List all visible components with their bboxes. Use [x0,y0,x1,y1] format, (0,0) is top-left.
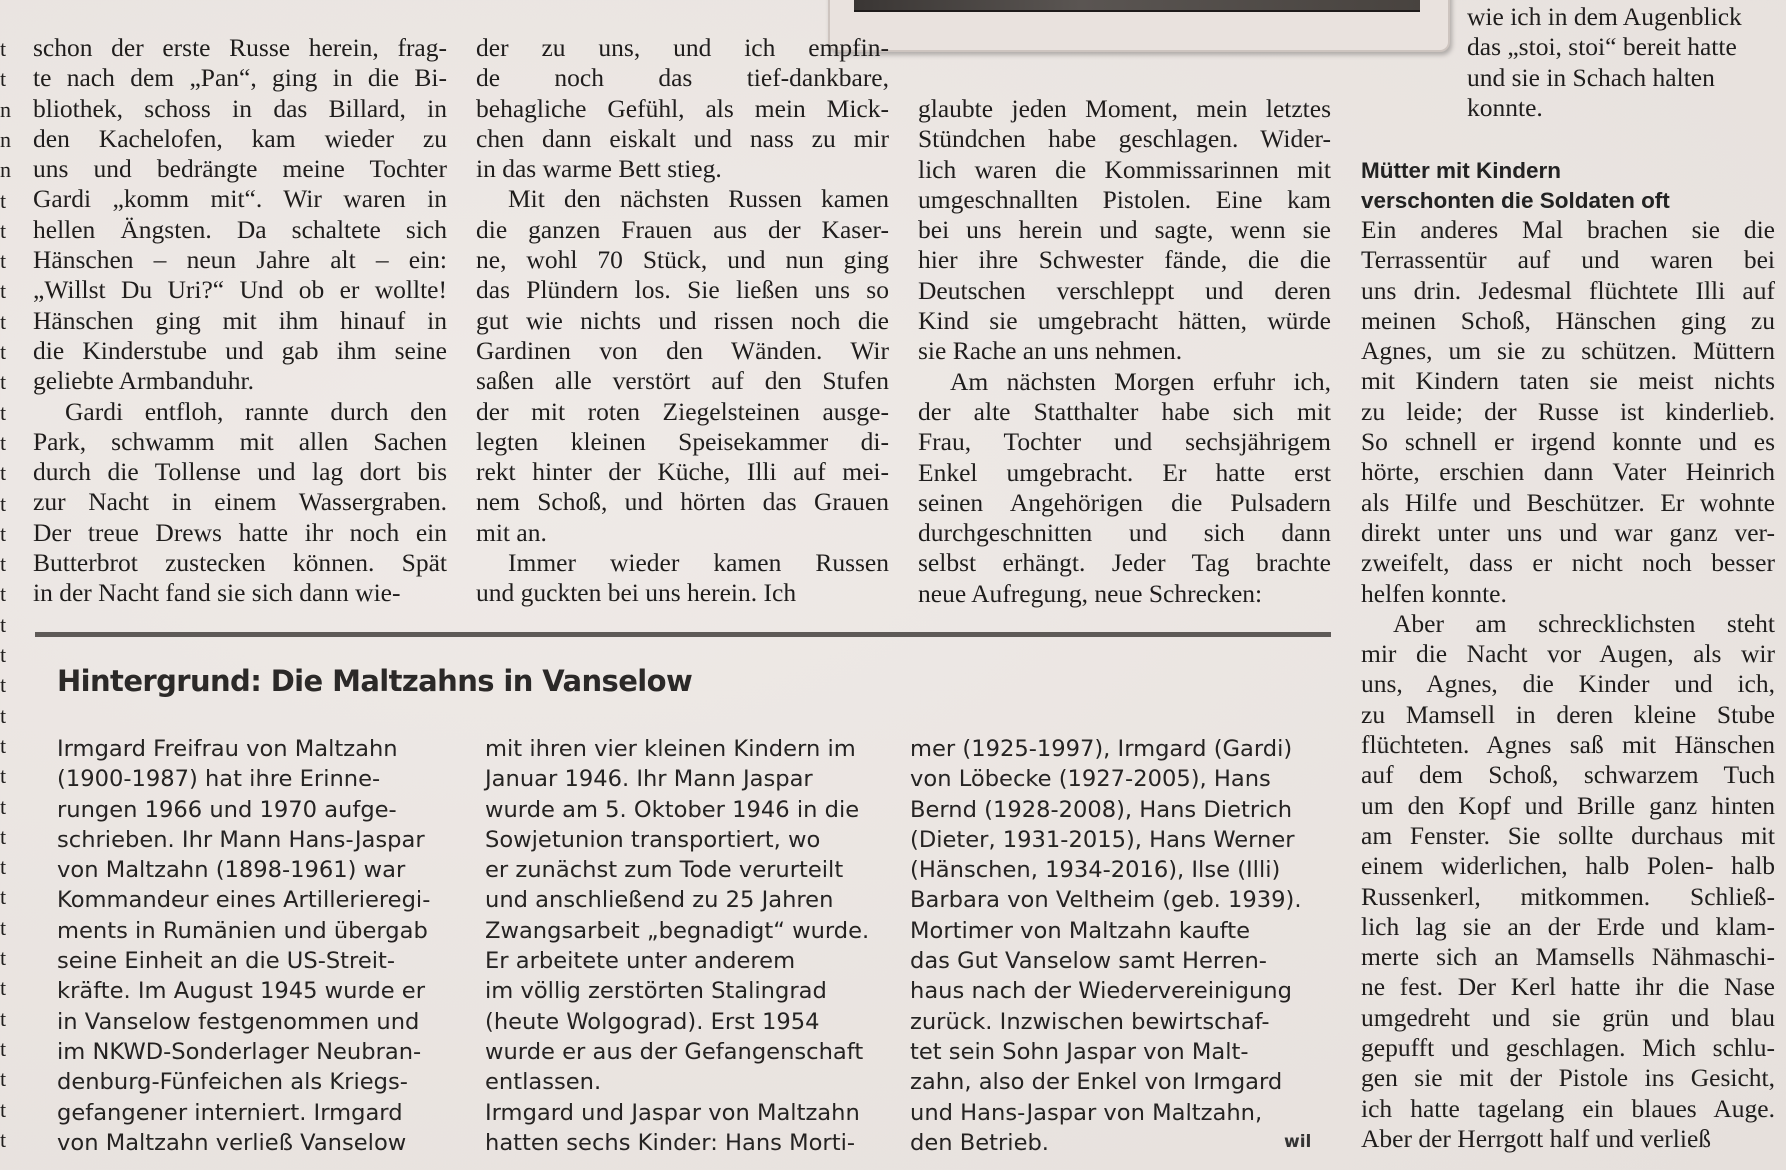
text-line: Gardinen von den Wänden. Wir [476,335,889,365]
text-line: und guckten bei uns herein. Ich [476,578,797,608]
text-line: uns und bedrängte meine Tochter [33,154,447,184]
text-line: te nach dem „Pan“, ging in die Bi- [33,63,447,93]
cut-letter: t [0,1096,7,1122]
text-line: bei uns herein und sagte, wenn sie [918,215,1331,245]
text-line: in der Nacht fand sie sich dann wie- [33,578,401,608]
text-line: der zu uns, und ich empfin- [476,33,889,62]
text-line: umgeschnallten Pistolen. Eine kam [918,184,1331,214]
text-line: mit an. [476,517,547,547]
text-line: schrieben. Ihr Mann Hans-Jaspar [57,826,425,853]
text-line: am Fenster. Sie sollte durchaus mit [1361,820,1775,850]
text-line: von Löbecke (1927-2005), Hans [910,766,1271,793]
text-line: er zunächst zum Tode verurteilt [485,857,844,884]
text-line: (heute Wolgograd). Erst 1954 [485,1008,820,1035]
text-line: und Hans-Jaspar von Maltzahn, [910,1099,1263,1126]
text-line: neue Aufregung, neue Schrecken: [918,578,1263,608]
text-line: hier ihre Schwester fände, die die [918,245,1331,275]
text-line: Aber der Herrgott half und verließ [1361,1123,1712,1153]
cut-letter: n [0,157,11,183]
cut-letter: t [0,793,7,819]
text-line: meinen Schoß, Hänschen ging zu [1361,305,1775,335]
text-line: das „stoi, stoi“ bereit hatte [1467,32,1737,62]
text-line: auf dem Schoß, schwarzem Tuch [1361,760,1775,790]
text-line: Hänschen ging mit ihm hinauf in [33,305,447,335]
cut-letter: n [0,96,11,122]
text-line: konnte. [1467,92,1543,122]
text-line: von Maltzahn (1898-1961) war [57,857,406,884]
text-line: das Gut Vanselow samt Herren- [910,948,1267,975]
cut-letter: t [0,1035,7,1061]
text-line: chen dann eiskalt und nass zu mir [476,123,889,153]
text-line: gen sie mit der Pistole ins Gesicht, [1361,1063,1775,1093]
cut-letter: t [0,429,7,455]
subheading-line-2: verschonten die Soldaten oft [1361,188,1670,213]
cut-letter: n [0,126,11,152]
article-column-1 [33,33,447,609]
cut-letter: t [0,823,7,849]
text-line: zu Mamsell in deren kleine Stube [1361,699,1775,729]
text-line: gut wie nichts und rissen noch die [476,305,889,335]
cut-letter: t [0,187,7,213]
text-line: in das warme Bett stieg. [476,154,722,184]
text-line: schon der erste Russe herein, frag- [33,33,447,62]
cut-letter: t [0,732,7,758]
text-line: lich lag sie an der Erde und klam- [1361,911,1775,941]
text-line: nem Schoß, und hörten das Grauen [476,487,889,517]
text-line: Immer wieder kamen Russen [508,548,889,578]
text-line: zur Nacht in einem Wassergraben. [33,487,447,517]
text-line: ne, wohl 70 Stück, und nun ging [476,245,889,275]
cut-letter: t [0,36,7,61]
text-line: uns drin. Jedesmal flüchtete Illi auf [1361,275,1775,305]
divider-rule [35,632,1331,637]
text-line: rungen 1966 und 1970 aufge- [57,796,397,823]
text-line: kräfte. Im August 1945 wurde er [57,978,425,1005]
cut-letter: t [0,248,7,274]
text-line: zweifelt, dass er nicht noch besser [1361,548,1775,578]
photo-bottom-edge [828,0,1450,52]
text-line: Der treue Drews hatte ihr noch ein [33,517,447,547]
text-line: der alte Statthalter habe sich mit [918,396,1331,426]
text-line: durchgeschnitten und sich dann [918,518,1331,548]
text-line: seinen Angehörigen die Pulsadern [918,487,1331,517]
text-line: und anschließend zu 25 Jahren [485,887,834,914]
text-line: von Maltzahn verließ Vanselow [57,1129,407,1156]
text-line: mit Kindern taten sie meist nichts [1361,366,1775,396]
text-line: selbst erhängt. Jeder Tag brachte [918,548,1331,578]
article-column-2 [476,33,889,609]
text-line: die Kinderstube und gab ihm seine [33,335,447,365]
cut-letter: t [0,945,7,970]
text-line: So schnell er irgend konnte und es [1361,427,1775,457]
cut-letter: t [0,339,7,364]
text-line: direkt unter uns und war ganz ver- [1361,517,1775,547]
cut-letter: t [0,460,7,486]
text-line: „Willst Du Uri?“ Und ob er wollte! [33,275,447,305]
info-box-column-2 [485,734,895,1158]
text-line: Russenkerl, mitkommen. Schließ- [1361,881,1775,911]
text-line: hatten sechs Kinder: Hans Morti- [485,1129,855,1156]
cut-letter: t [0,642,7,667]
text-line: als Hilfe und Beschützer. Er wohnte [1361,487,1775,517]
article-column-4 [1361,215,1775,1154]
cut-letter: t [0,217,7,243]
text-line: (1900-1987) hat ihre Erinne- [57,766,381,793]
text-line: saßen alle verstört auf den Stufen [476,366,889,396]
cut-letter: t [0,399,7,425]
text-line: den Kachelofen, kam wieder zu [33,123,447,153]
text-line: (Hänschen, 1934-2016), Ilse (Illi) [910,857,1281,884]
text-line: wurde am 5. Oktober 1946 in die [485,796,860,823]
text-line: flüchteten. Agnes saß mit Hänschen [1361,730,1775,760]
cut-letter: t [0,763,7,789]
text-line: Gardi „komm mit“. Wir waren in [33,184,447,214]
text-line: und sie in Schach halten [1467,62,1715,92]
cut-letter: t [0,1066,7,1092]
author-signature: wil [1284,1132,1312,1152]
text-line: mir die Nacht vor Augen, als wir [1361,639,1775,669]
text-line: haus nach der Wiedervereinigung [910,978,1292,1005]
text-line: behagliche Gefühl, als mein Mick- [476,93,889,123]
text-line: Enkel umgebracht. Er hatte erst [918,457,1331,487]
text-line: Gardi entfloh, rannte durch den [65,396,447,426]
cut-letter: t [0,975,7,1001]
text-line: Stündchen habe geschlagen. Wider- [918,124,1331,154]
cut-letter: t [0,369,7,395]
left-edge-cut-column [0,0,14,1170]
text-line: der mit roten Ziegelsteinen ausge- [476,396,889,426]
text-line: Barbara von Veltheim (geb. 1939). [910,887,1302,914]
text-line: Butterbrot zustecken können. Spät [33,548,447,578]
text-line: wurde er aus der Gefangenschaft [485,1038,864,1065]
text-line: seine Einheit an die US-Streit- [57,948,396,975]
text-line: durch die Tollense und lag dort bis [33,457,447,487]
text-line: Irmgard und Jaspar von Maltzahn [485,1099,860,1126]
text-line: Januar 1946. Ihr Mann Jaspar [485,766,813,793]
cut-letter: t [0,278,7,304]
text-line: hörte, erschien dann Vater Heinrich [1361,457,1775,487]
cut-letter: t [0,914,7,940]
text-line: Deutschen verschleppt und deren [918,275,1331,305]
text-line: Irmgard Freifrau von Maltzahn [57,736,398,762]
cut-letter: t [0,1005,7,1031]
text-line: zu leide; der Russe ist kinderlieb. [1361,396,1775,426]
text-line: Ein anderes Mal brachen sie die [1361,215,1775,244]
text-line: um den Kopf und Brille ganz hinten [1361,790,1775,820]
text-line: bliothek, schoss in das Billard, in [33,93,447,123]
text-line: (Dieter, 1931-2015), Hans Werner [910,826,1295,853]
text-line: denburg-Fünfeichen als Kriegs- [57,1069,408,1096]
text-line: Kommandeur eines Artillerieregi- [57,887,431,914]
cut-letter: t [0,702,7,728]
text-line: in Vanselow festgenommen und [57,1008,420,1035]
text-line: Kind sie umgebracht hätten, würde [918,306,1331,336]
text-line: das Plündern los. Sie ließen uns so [476,275,889,305]
text-line: gepufft und geschlagen. Mich schlu- [1361,1033,1775,1063]
text-line: ich hatte tagelang ein blaues Auge. [1361,1093,1775,1123]
cut-letter: t [0,611,7,637]
text-line: Zwangsarbeit „begnadigt“ wurde. [485,917,870,944]
cut-letter: t [0,308,7,334]
text-line: helfen konnte. [1361,578,1507,608]
text-line: tet sein Sohn Jaspar von Malt- [910,1038,1249,1065]
subheading-line-1: Mütter mit Kindern [1361,158,1561,183]
text-line: ne fest. Der Kerl hatte ihr die Nase [1361,972,1775,1002]
text-line: lich waren die Kommissarinnen mit [918,154,1331,184]
text-line: zurück. Inzwischen bewirtschaf- [910,1008,1270,1035]
text-line: uns, Agnes, die Kinder und ich, [1361,669,1775,699]
text-line: geliebte Armbanduhr. [33,366,254,396]
cut-letter: t [0,551,7,577]
article-column-4-top [1467,2,1786,123]
text-line: glaubte jeden Moment, mein letztes [918,94,1331,123]
text-line: im NKWD-Sonderlager Neubran- [57,1038,422,1065]
cut-letter: t [0,581,7,607]
text-line: zahn, also der Enkel von Irmgard [910,1069,1283,1096]
text-line: gefangener interniert. Irmgard [57,1099,403,1126]
text-line: Frau, Tochter und sechsjährigem [918,427,1331,457]
text-line: entlassen. [485,1069,602,1096]
text-line: sie Rache an uns nehmen. [918,336,1183,366]
text-line: legten kleinen Speisekammer di- [476,426,889,456]
text-line: merte sich an Mamsells Nähmaschi- [1361,942,1775,972]
text-line: ments in Rumänien und übergab [57,917,428,944]
text-line: im völlig zerstörten Stalingrad [485,978,827,1005]
text-line: Er arbeitete unter anderem [485,948,796,975]
text-line: Aber am schrecklichsten steht [1393,608,1775,638]
cut-letter: t [0,1126,7,1152]
text-line: Sowjetunion transportiert, wo [485,826,821,853]
text-line: hellen Ängsten. Da schaltete sich [33,214,447,244]
text-line: Agnes, um sie zu schützen. Müttern [1361,336,1775,366]
text-line: die ganzen Frauen aus der Kaser- [476,214,889,244]
section-subheading [1361,156,1670,216]
cut-letter: t [0,520,7,546]
text-line: rekt hinter der Küche, Illi auf mei- [476,457,889,487]
cut-letter: t [0,490,7,516]
text-line: einem widerlichen, halb Polen- halb [1361,851,1775,881]
text-line: mit ihren vier kleinen Kindern im [485,736,856,762]
info-box-column-3 [910,734,1310,1158]
cut-letter: t [0,854,7,880]
photo-image [854,0,1420,12]
text-line: mer (1925-1997), Irmgard (Gardi) [910,736,1293,762]
article-column-3 [918,94,1331,609]
cut-letter: t [0,66,7,92]
cut-letter: t [0,884,7,910]
text-line: de noch das tief-dankbare, [476,63,889,93]
info-box-title: Hintergrund: Die Maltzahns in Vanselow [57,664,693,698]
cut-letter: t [0,672,7,698]
text-line: Hänschen – neun Jahre alt – ein: [33,245,447,275]
text-line: Terrassentür auf und waren bei [1361,245,1775,275]
text-line: den Betrieb. [910,1129,1049,1156]
text-line: umgedreht und sie grün und blau [1361,1002,1775,1032]
text-line: Mortimer von Maltzahn kaufte [910,917,1250,944]
text-line: Am nächsten Morgen erfuhr ich, [950,366,1331,396]
info-box-column-1 [57,734,431,1158]
text-line: wie ich in dem Augenblick [1467,2,1742,31]
text-line: Bernd (1928-2008), Hans Dietrich [910,796,1293,823]
text-line: Park, schwamm mit allen Sachen [33,426,447,456]
text-line: Mit den nächsten Russen kamen [508,184,889,214]
